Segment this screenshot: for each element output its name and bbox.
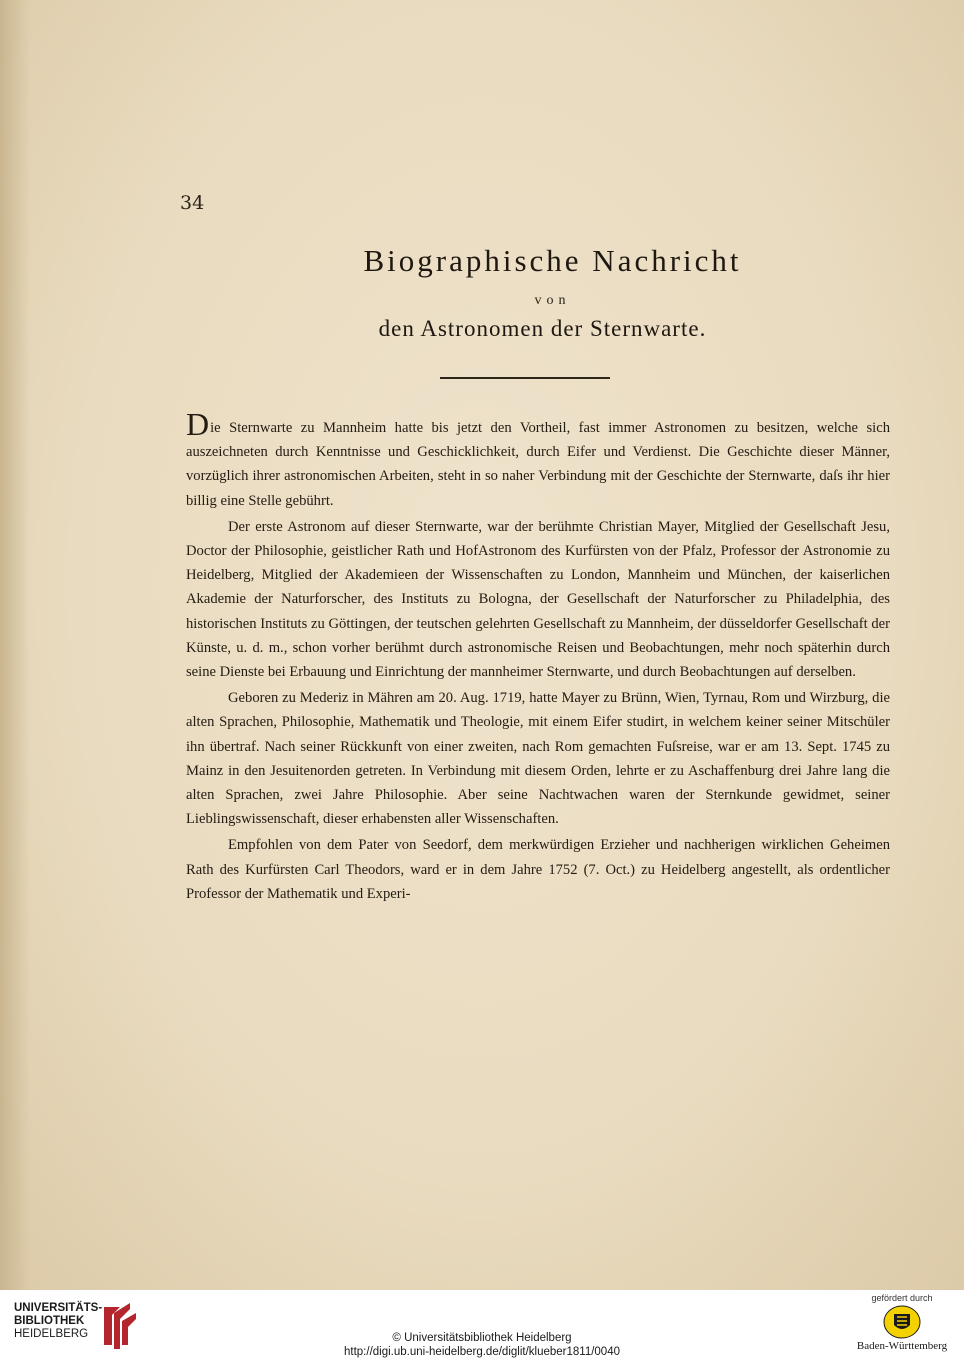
source-url[interactable]: http://digi.ub.uni-heidelberg.de/diglit/klueber1811/0040 xyxy=(344,1346,620,1358)
paragraph-3: Geboren zu Mederiz in Mähren am 20. Aug. 1719, hatte Mayer zu Brünn, Wien, Tyrnau, Rom und Wirzburg, die alten Sprachen, Philosophie, Mathematik und Theologie, mit einem Eifer studirt, in welchem keiner seiner Mitschüler ihn übertraf. Nach seiner Rückkunft von einer zweiten, nach Rom gemachten Fuſsreise, war er am 13. Sept. 1745 zu Mainz in den Jesuitenorden getreten. In Verbindung mit diesem Orden, lehrte er zu Aschaffenburg drei Jahre lang die alten Sprachen, zwei Jahre Philosophie. Aber seine Nachtwachen waren der Sternkunde gewidmet, seiner Lieblingswissenschaft, dieser erhabensten aller Wissenschaften. xyxy=(186,690,890,828)
library-name-line-3: HEIDELBERG xyxy=(14,1328,89,1340)
footer-credits xyxy=(300,1331,664,1359)
page-title: Biographische Nachricht xyxy=(363,243,742,278)
paragraph-1-text: ie Sternwarte zu Mannheim hatte bis jetzt den Vortheil, fast immer Astronomen zu besitzen, welche sich auszeichneten durch Kenntnisse und Geschicklichkeit, durch Eifer und Verdienst. Die Geschichte dieser Männer, vorzüglich ihrer astronomischen Arbeiten, steht in so naher Verbindung mit der Geschichte der Sternwarte, daſs ihr hier billig eine Stelle gebührt. xyxy=(186,420,890,509)
library-name-line-1: UNIVERSITÄTS- xyxy=(14,1302,103,1314)
drop-cap: D xyxy=(186,406,210,442)
funded-by-text: gefördert durch xyxy=(871,1293,933,1303)
coat-of-arms-icon xyxy=(882,1305,922,1339)
title-connector: von xyxy=(534,293,571,308)
paragraph-1 xyxy=(186,406,890,513)
state-name: Baden-Württemberg xyxy=(856,1340,948,1352)
funding-badge xyxy=(846,1293,958,1352)
library-name-line-2: BIBLIOTHEK xyxy=(14,1315,85,1327)
page-number: 34 xyxy=(180,192,205,214)
library-name xyxy=(14,1302,102,1341)
page-subtitle: den Astronomen der Sternwarte. xyxy=(378,316,707,341)
paragraph-4: Empfohlen von dem Pater von Seedorf, dem merkwürdigen Erzieher und nachherigen wirklichen Geheimen Rath des Kurfürsten Carl Theodors, ward er in dem Jahre 1752 (7. Oct.) zu Heidelberg angestellt, als ordentlicher Professor der Mathematik und Experi- xyxy=(186,837,890,902)
paragraph-2: Der erste Astronom auf dieser Sternwarte, war der berühmte Christian Mayer, Mitglied der Gesellschaft Jesu, Doctor der Philosophie, geistlicher Rath und HofAstronom des Kurfürsten von der Pfalz, Professor der Astronomie zu Heidelberg, Mitglied der Akademieen der Wissenschaften zu London, Mannheim und München, der kaiserlichen Akademie der Naturforscher, des Instituts zu Bologna, der Gesellschaft der Naturforscher zu Philadelphia, des historischen Instituts zu Göttingen, der teutschen gelehrten Gesellschaft zu Mannheim, der düsseldorfer Gesellschaft der Künste, u. d. m., schon vorher berühmt durch astronomische Reisen und Beobachtungen, mehr noch späterhin durch seine Dienste bei Erbauung und Einrichtung der mannheimer Sternwarte, und durch Beobachtungen auf derselben. xyxy=(186,518,890,681)
copyright-text: © Universitätsbibliothek Heidelberg xyxy=(392,1332,572,1344)
title-divider xyxy=(440,377,610,379)
library-emblem-icon xyxy=(100,1299,140,1351)
body-text xyxy=(186,406,890,906)
